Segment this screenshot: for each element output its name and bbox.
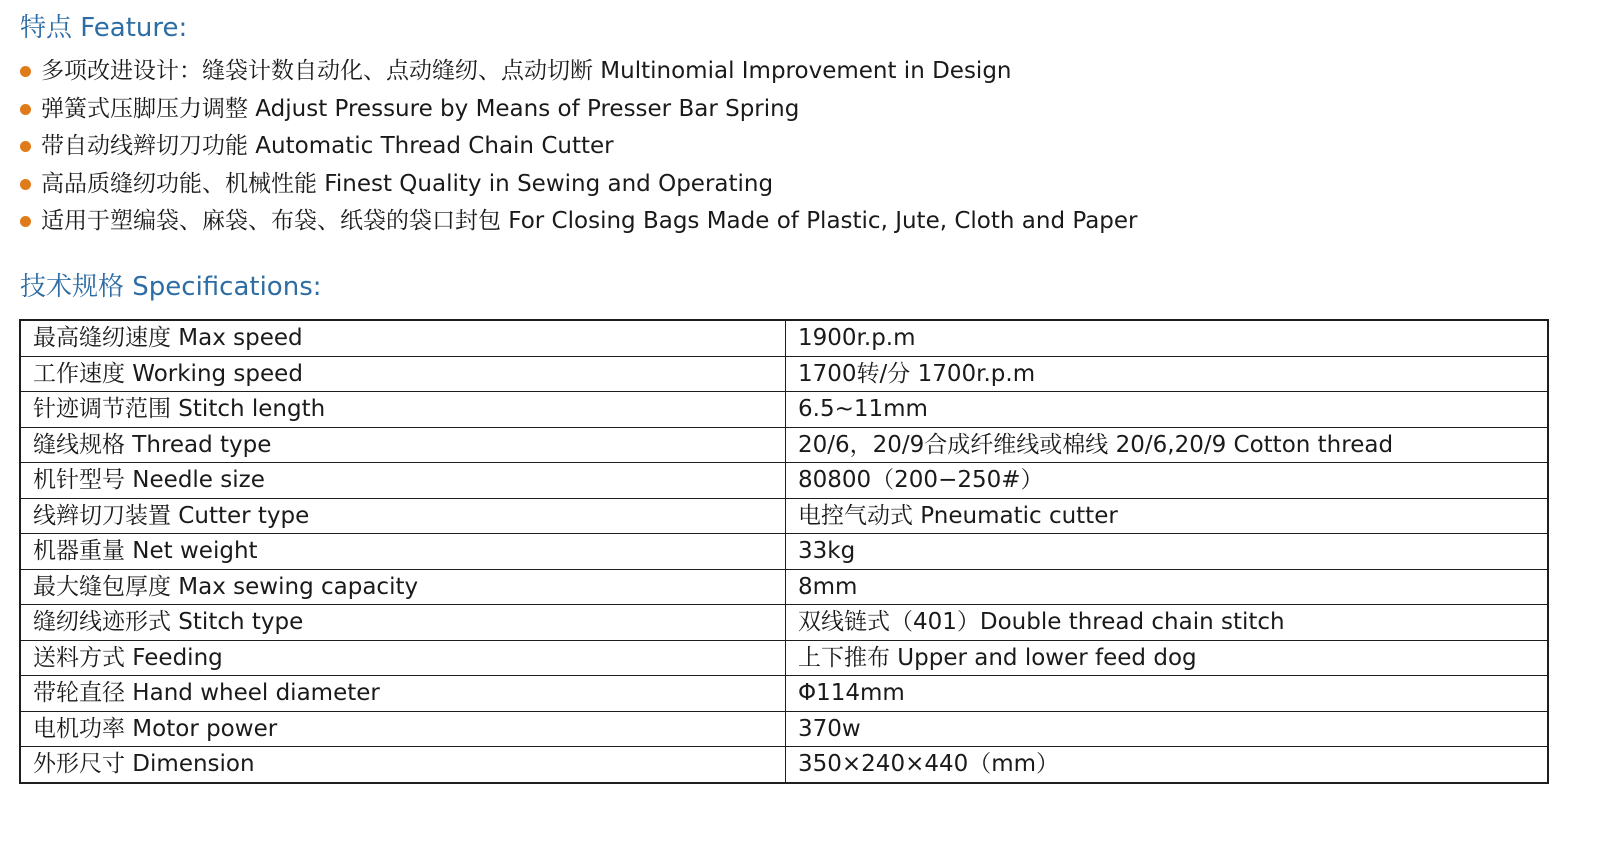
feature-text: 适用于塑编袋、麻袋、布袋、纸袋的袋口封包 For Closing Bags Made of Plastic, Jute, Cloth and Paper [41, 208, 1138, 234]
spec-label: 线辫切刀装置 Cutter type [20, 498, 786, 534]
feature-text: 带自动线辫切刀功能 Automatic Thread Chain Cutter [41, 133, 614, 159]
bullet-icon [20, 104, 31, 115]
bullet-icon [20, 179, 31, 190]
feature-text: 多项改进设计：缝袋计数自动化、点动缝纫、点动切断 Multinomial Improvement in Design [41, 58, 1012, 84]
feature-text: 高品质缝纫功能、机械性能 Finest Quality in Sewing and Operating [41, 170, 774, 197]
table-row [20, 569, 1548, 605]
spec-value: 370w [786, 711, 1549, 747]
spec-value: 33kg [786, 534, 1549, 570]
spec-label: 工作速度 Working speed [20, 356, 786, 392]
spec-label: 电机功率 Motor power [20, 711, 786, 747]
spec-label: 针迹调节范围 Stitch length [20, 392, 786, 428]
bullet-icon [20, 141, 31, 152]
spec-heading: 技术规格 Specifications: [20, 272, 322, 302]
spec-value: 350×240×440（mm） [786, 747, 1549, 783]
spec-value: 1900r.p.m [786, 320, 1549, 356]
spec-value: Φ114mm [786, 676, 1549, 712]
table-row [20, 356, 1548, 392]
spec-label: 最高缝纫速度 Max speed [20, 320, 786, 356]
table-row [20, 605, 1548, 641]
feature-list [20, 53, 1138, 241]
table-row [20, 640, 1548, 676]
feature-item [20, 166, 1138, 204]
table-row [20, 747, 1548, 783]
spec-value: 20/6，20/9合成纤维线或棉线 20/6,20/9 Cotton thread [786, 427, 1549, 463]
bullet-icon [20, 216, 31, 227]
table-row [20, 463, 1548, 499]
spec-value: 双线链式（401）Double thread chain stitch [786, 605, 1549, 641]
table-row [20, 676, 1548, 712]
spec-value: 上下推布 Upper and lower feed dog [786, 640, 1549, 676]
table-row [20, 498, 1548, 534]
spec-value: 电控气动式 Pneumatic cutter [786, 498, 1549, 534]
spec-label: 缝线规格 Thread type [20, 427, 786, 463]
bullet-icon [20, 66, 31, 77]
spec-label: 最大缝包厚度 Max sewing capacity [20, 569, 786, 605]
spec-value: 6.5~11mm [786, 392, 1549, 428]
spec-label: 机器重量 Net weight [20, 534, 786, 570]
spec-label: 外形尺寸 Dimension [20, 747, 786, 783]
spec-value: 8mm [786, 569, 1549, 605]
spec-label: 送料方式 Feeding [20, 640, 786, 676]
table-row [20, 711, 1548, 747]
feature-item [20, 91, 1138, 129]
feature-heading: 特点 Feature: [20, 13, 188, 43]
spec-label: 带轮直径 Hand wheel diameter [20, 676, 786, 712]
spec-table [19, 319, 1549, 784]
table-row [20, 534, 1548, 570]
spec-value: 1700转/分 1700r.p.m [786, 356, 1549, 392]
table-row [20, 427, 1548, 463]
feature-item [20, 128, 1138, 166]
spec-value: 80800（200−250#） [786, 463, 1549, 499]
feature-item [20, 53, 1138, 91]
feature-item [20, 203, 1138, 241]
feature-text: 弹簧式压脚压力调整 Adjust Pressure by Means of Presser Bar Spring [41, 95, 800, 122]
spec-label: 缝纫线迹形式 Stitch type [20, 605, 786, 641]
table-row [20, 392, 1548, 428]
table-row [20, 320, 1548, 356]
spec-label: 机针型号 Needle size [20, 463, 786, 499]
